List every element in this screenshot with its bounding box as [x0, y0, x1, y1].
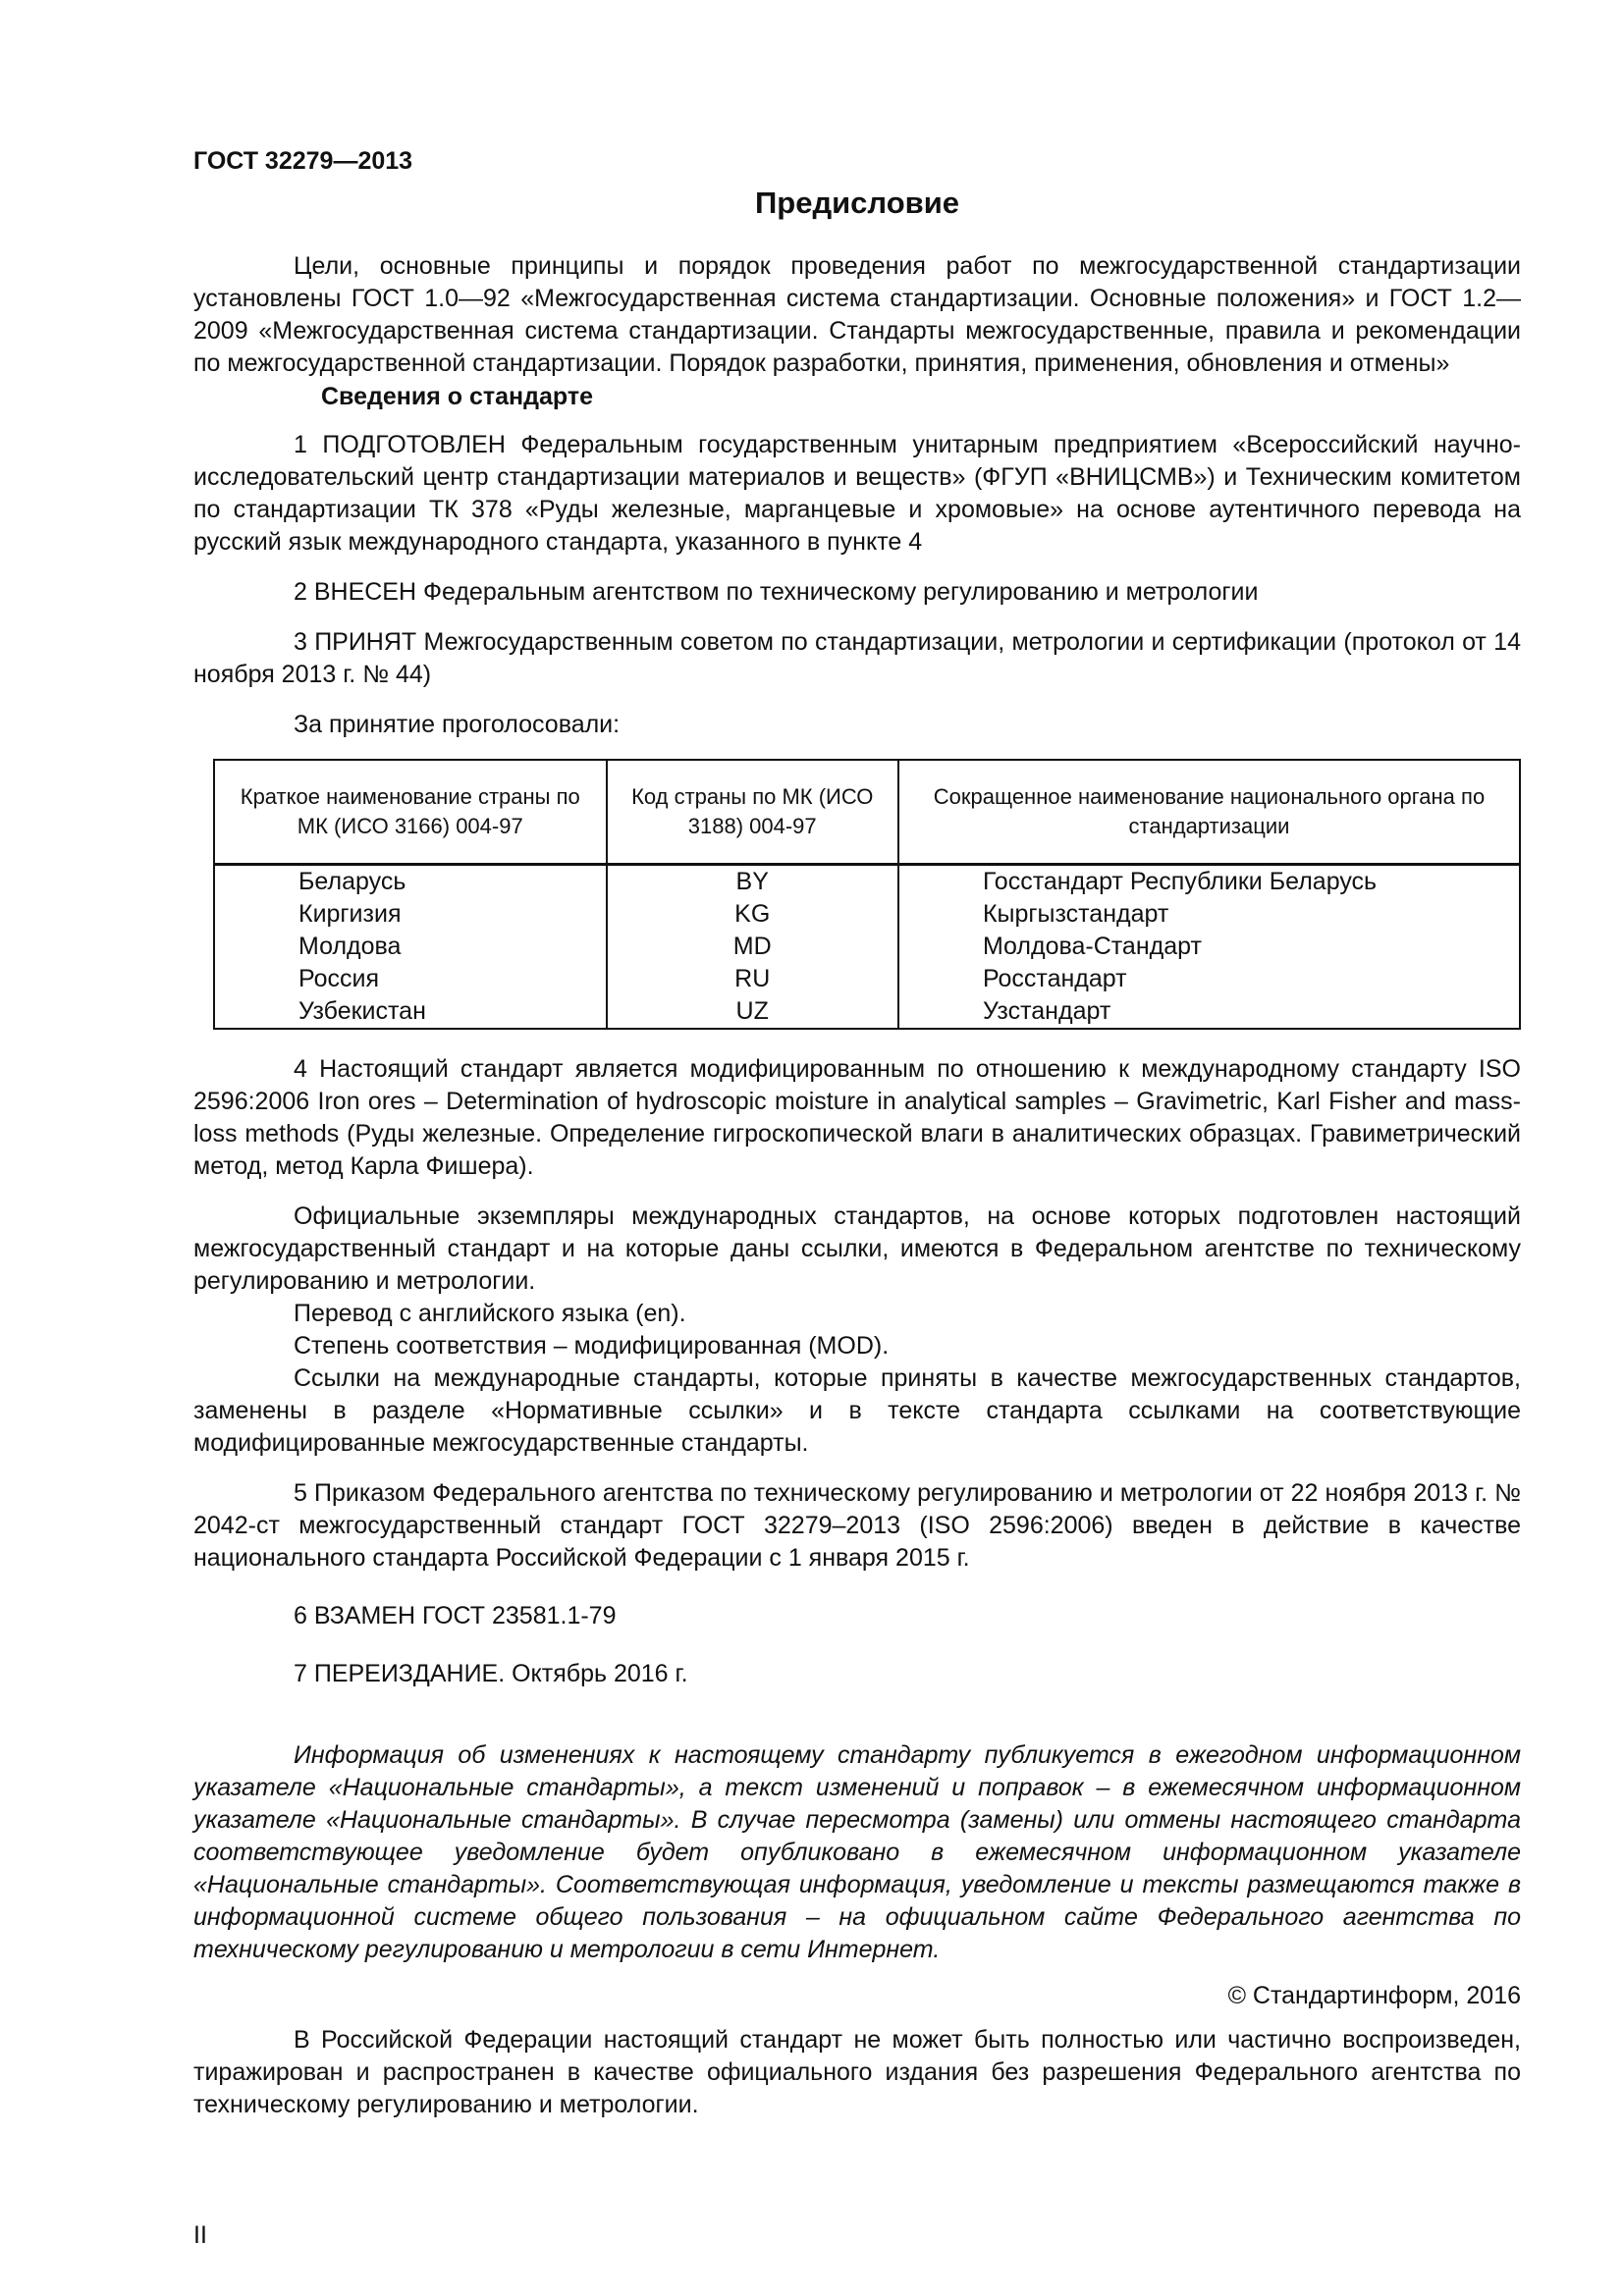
change-info-paragraph: Информация об изменениях к настоящему стандарту публикуется в ежегодном информационном указателе «Национальные стандарты», а текст изменений и поправок – в ежемесячном информационном указателе «Национальные стандарты». В случае пересмотра (замены) или отмены настоящего стандарта соответствующее уведомление будет опубликовано в ежемесячном информационном указателе «Национальные стандарты». Соответствующая информация, уведомление и тексты размещаются также в информационной системе общего пользования – на официальном сайте Федерального агентства по техническому регулированию и метрологии в сети Интернет.: [193, 1741, 1521, 1963]
country-cell: Киргизия: [214, 898, 607, 931]
body-cell: Молдова-Стандарт: [898, 931, 1520, 963]
voting-countries-table: [213, 759, 1521, 1030]
country-cell: Россия: [214, 963, 607, 995]
item-3-paragraph: 3 ПРИНЯТ Межгосударственным советом по стандартизации, метрологии и сертификации (протокол от 14 ноября 2013 г. № 44): [193, 628, 1521, 688]
column-header-code: Код страны по МК (ИСО 3188) 004-97: [607, 760, 898, 865]
document-code: ГОСТ 32279—2013: [193, 147, 413, 175]
item-7-paragraph: 7 ПЕРЕИЗДАНИЕ. Октябрь 2016 г.: [294, 1660, 688, 1687]
table-row: [214, 898, 1520, 931]
code-cell: RU: [607, 963, 898, 995]
column-header-body: Сокращенное наименование национального органа по стандартизации: [898, 760, 1520, 865]
item-4-paragraph: 4 Настоящий стандарт является модифицированным по отношению к международному стандарту ISO 2596:2006 Iron ores – Determination of hydroscopic moisture in analytical samples – Gravimetric, Karl Fisher and mass-loss methods (Руды железные. Определение гигроскопической влаги в аналитических образцах. Гравиметрический метод, метод Карла Фишера).: [193, 1055, 1521, 1180]
item-2-paragraph: 2 ВНЕСЕН Федеральным агентством по техническому регулированию и метрологии: [294, 578, 1259, 606]
table-header-row: [214, 760, 1520, 865]
section-subheading: Сведения о стандарте: [321, 383, 594, 410]
item-6-paragraph: 6 ВЗАМЕН ГОСТ 23581.1-79: [294, 1602, 617, 1629]
intro-paragraph: Цели, основные принципы и порядок проведения работ по межгосударственной стандартизации установлены ГОСТ 1.0—92 «Межгосударственная система стандартизации. Основные положения» и ГОСТ 1.2—2009 «Межгосударственная система стандартизации. Стандарты межгосударственные, правила и рекомендации по межгосударственной стандартизации. Порядок разработки, принятия, применения, обновления и отмены»: [193, 252, 1521, 377]
item-4-references: Ссылки на международные стандарты, которые приняты в качестве межгосударственных стандартов, заменены в разделе «Нормативные ссылки» и в тексте стандарта ссылками на соответствующие модифицированные межгосударственные стандарты.: [193, 1364, 1521, 1457]
code-cell: UZ: [607, 995, 898, 1029]
item-1-paragraph: 1 ПОДГОТОВЛЕН Федеральным государственным унитарным предприятием «Всероссийский научно-исследовательский центр стандартизации материалов и веществ» (ФГУП «ВНИЦСМВ») и Техническим комитетом по стандартизации ТК 378 «Руды железные, марганцевые и хромовые» на основе аутентичного перевода на русский язык международного стандарта, указанного в пункте 4: [193, 431, 1521, 556]
item-4-official-copies: Официальные экземпляры международных стандартов, на основе которых подготовлен настоящий межгосударственный стандарт и на которые даны ссылки, имеются в Федеральном агентстве по техническому регулированию и метрологии.: [193, 1202, 1521, 1295]
table-row: [214, 995, 1520, 1029]
body-cell: Кыргызстандарт: [898, 898, 1520, 931]
body-cell: Узстандарт: [898, 995, 1520, 1029]
table-row: [214, 865, 1520, 899]
page-number: II: [193, 2221, 207, 2249]
country-cell: Узбекистан: [214, 995, 607, 1029]
change-info-block: [193, 1739, 1521, 1966]
vote-intro: За принятие проголосовали:: [294, 711, 621, 738]
code-cell: MD: [607, 931, 898, 963]
legal-notice: В Российской Федерации настоящий стандарт не может быть полностью или частично воспроизведен, тиражирован и распространен в качестве официального издания без разрешения Федерального агентства по техническому регулированию и метрологии.: [193, 2026, 1521, 2118]
body-cell: Росстандарт: [898, 963, 1520, 995]
item-5-paragraph: 5 Приказом Федерального агентства по техническому регулированию и метрологии от 22 ноября 2013 г. № 2042-ст межгосударственный стандарт ГОСТ 32279–2013 (ISO 2596:2006) введен в действие в качестве национального стандарта Российской Федерации с 1 января 2015 г.: [193, 1479, 1521, 1572]
item-4-translation: Перевод с английского языка (en).: [294, 1300, 686, 1327]
table-row: [214, 963, 1520, 995]
table-row: [214, 931, 1520, 963]
page-title: Предисловие: [754, 186, 959, 220]
code-cell: KG: [607, 898, 898, 931]
code-cell: BY: [607, 865, 898, 899]
country-cell: Беларусь: [214, 865, 607, 899]
document-page: [193, 147, 1521, 2121]
body-cell: Госстандарт Республики Беларусь: [898, 865, 1520, 899]
copyright-notice: © Стандартинформ, 2016: [1227, 1982, 1521, 2009]
country-cell: Молдова: [214, 931, 607, 963]
column-header-country: Краткое наименование страны по МК (ИСО 3166) 004-97: [214, 760, 607, 865]
item-4-degree: Степень соответствия – модифицированная (MOD).: [294, 1332, 890, 1360]
